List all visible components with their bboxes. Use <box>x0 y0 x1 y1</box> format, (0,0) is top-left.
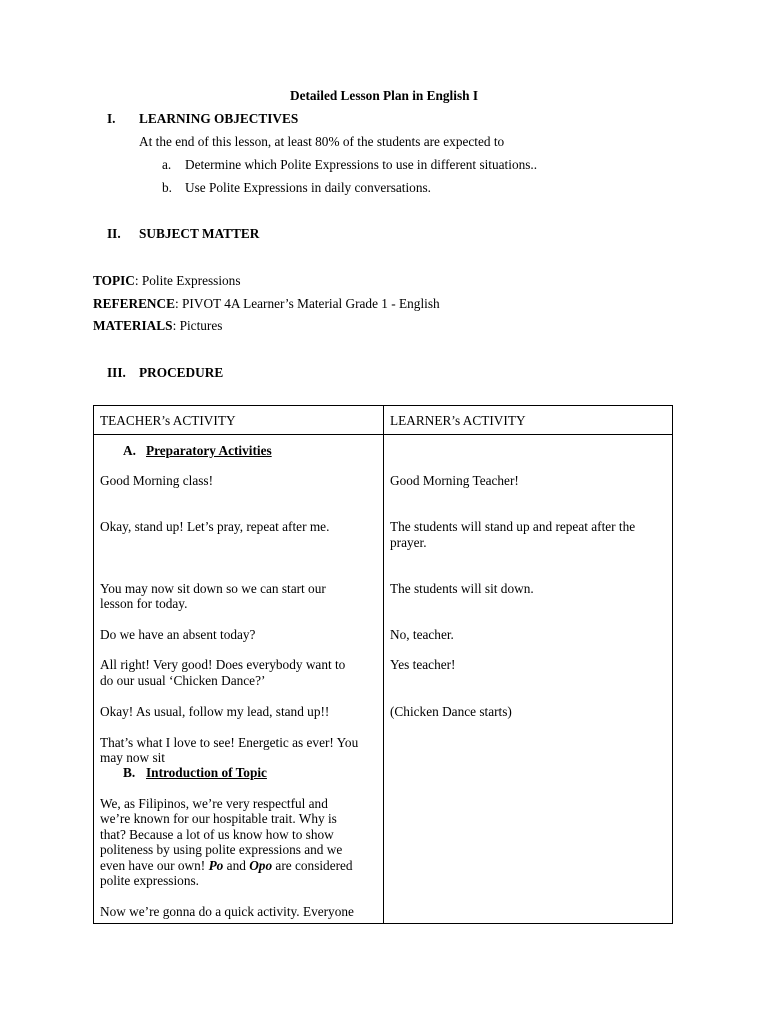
learner-line: prayer. <box>390 535 427 550</box>
header-learner-activity: LEARNER’s ACTIVITY <box>390 413 526 428</box>
teacher-line: that? Because a lot of us know how to show <box>100 827 334 842</box>
section-heading-objectives: LEARNING OBJECTIVES <box>139 111 299 126</box>
subsection-a-letter: A. <box>123 443 136 458</box>
header-teacher-activity: TEACHER’s ACTIVITY <box>100 413 236 428</box>
term-po: Po <box>208 858 224 873</box>
teacher-line: That’s what I love to see! Energetic as ever! You <box>100 735 359 750</box>
teacher-text: are considered <box>272 858 353 873</box>
teacher-line: we’re known for our hospitable trait. Why is <box>100 811 337 826</box>
objective-text-b: Use Polite Expressions in daily conversations. <box>185 180 431 195</box>
topic-label: TOPIC <box>93 273 135 288</box>
teacher-text: and <box>223 858 250 873</box>
section-number-objectives: I. <box>107 111 116 126</box>
teacher-line: Good Morning class! <box>100 473 214 488</box>
learner-line: (Chicken Dance starts) <box>390 704 512 719</box>
topic-line <box>93 273 241 289</box>
table-header-divider <box>94 434 672 435</box>
topic-value: : Polite Expressions <box>134 273 241 288</box>
teacher-line: You may now sit down so we can start our <box>100 581 326 596</box>
learner-line: Good Morning Teacher! <box>390 473 519 488</box>
section-heading-subject: SUBJECT MATTER <box>139 226 260 241</box>
procedure-table <box>93 405 673 924</box>
materials-label: MATERIALS <box>93 318 173 333</box>
section-number-procedure: III. <box>107 365 126 380</box>
teacher-text: even have our own! <box>100 858 209 873</box>
teacher-line: polite expressions. <box>100 873 199 888</box>
section-heading-procedure: PROCEDURE <box>139 365 224 380</box>
teacher-line: politeness by using polite expressions and we <box>100 842 343 857</box>
teacher-line: do our usual ‘Chicken Dance?’ <box>100 673 266 688</box>
reference-line <box>93 296 440 312</box>
objective-letter-b: b. <box>162 180 172 195</box>
subsection-a-title: Preparatory Activities <box>146 443 272 458</box>
table-column-divider <box>383 406 384 923</box>
subsection-b-title: Introduction of Topic <box>146 765 267 780</box>
section-number-subject: II. <box>107 226 121 241</box>
learner-line: No, teacher. <box>390 627 454 642</box>
teacher-line: Okay! As usual, follow my lead, stand up!! <box>100 704 330 719</box>
objective-letter-a: a. <box>162 157 172 172</box>
teacher-line: All right! Very good! Does everybody want to <box>100 657 346 672</box>
reference-value: : PIVOT 4A Learner’s Material Grade 1 - English <box>175 296 440 311</box>
teacher-line: lesson for today. <box>100 596 188 611</box>
term-opo: Opo <box>249 858 273 873</box>
materials-value: : Pictures <box>172 318 223 333</box>
learner-line: The students will sit down. <box>390 581 534 596</box>
teacher-line: may now sit <box>100 750 166 765</box>
learner-line: Yes teacher! <box>390 657 456 672</box>
materials-line <box>93 318 222 334</box>
learner-line: The students will stand up and repeat after the <box>390 519 636 534</box>
teacher-line: Now we’re gonna do a quick activity. Everyone <box>100 904 354 919</box>
teacher-line-po-opo <box>100 858 353 874</box>
document-title: Detailed Lesson Plan in English I <box>289 88 479 103</box>
subsection-b-letter: B. <box>123 765 136 780</box>
teacher-line: We, as Filipinos, we’re very respectful and <box>100 796 328 811</box>
teacher-line: Okay, stand up! Let’s pray, repeat after me. <box>100 519 330 534</box>
objective-text-a: Determine which Polite Expressions to use in different situations.. <box>185 157 538 172</box>
objectives-intro: At the end of this lesson, at least 80% of the students are expected to <box>139 134 505 149</box>
teacher-line: Do we have an absent today? <box>100 627 256 642</box>
reference-label: REFERENCE <box>93 296 176 311</box>
